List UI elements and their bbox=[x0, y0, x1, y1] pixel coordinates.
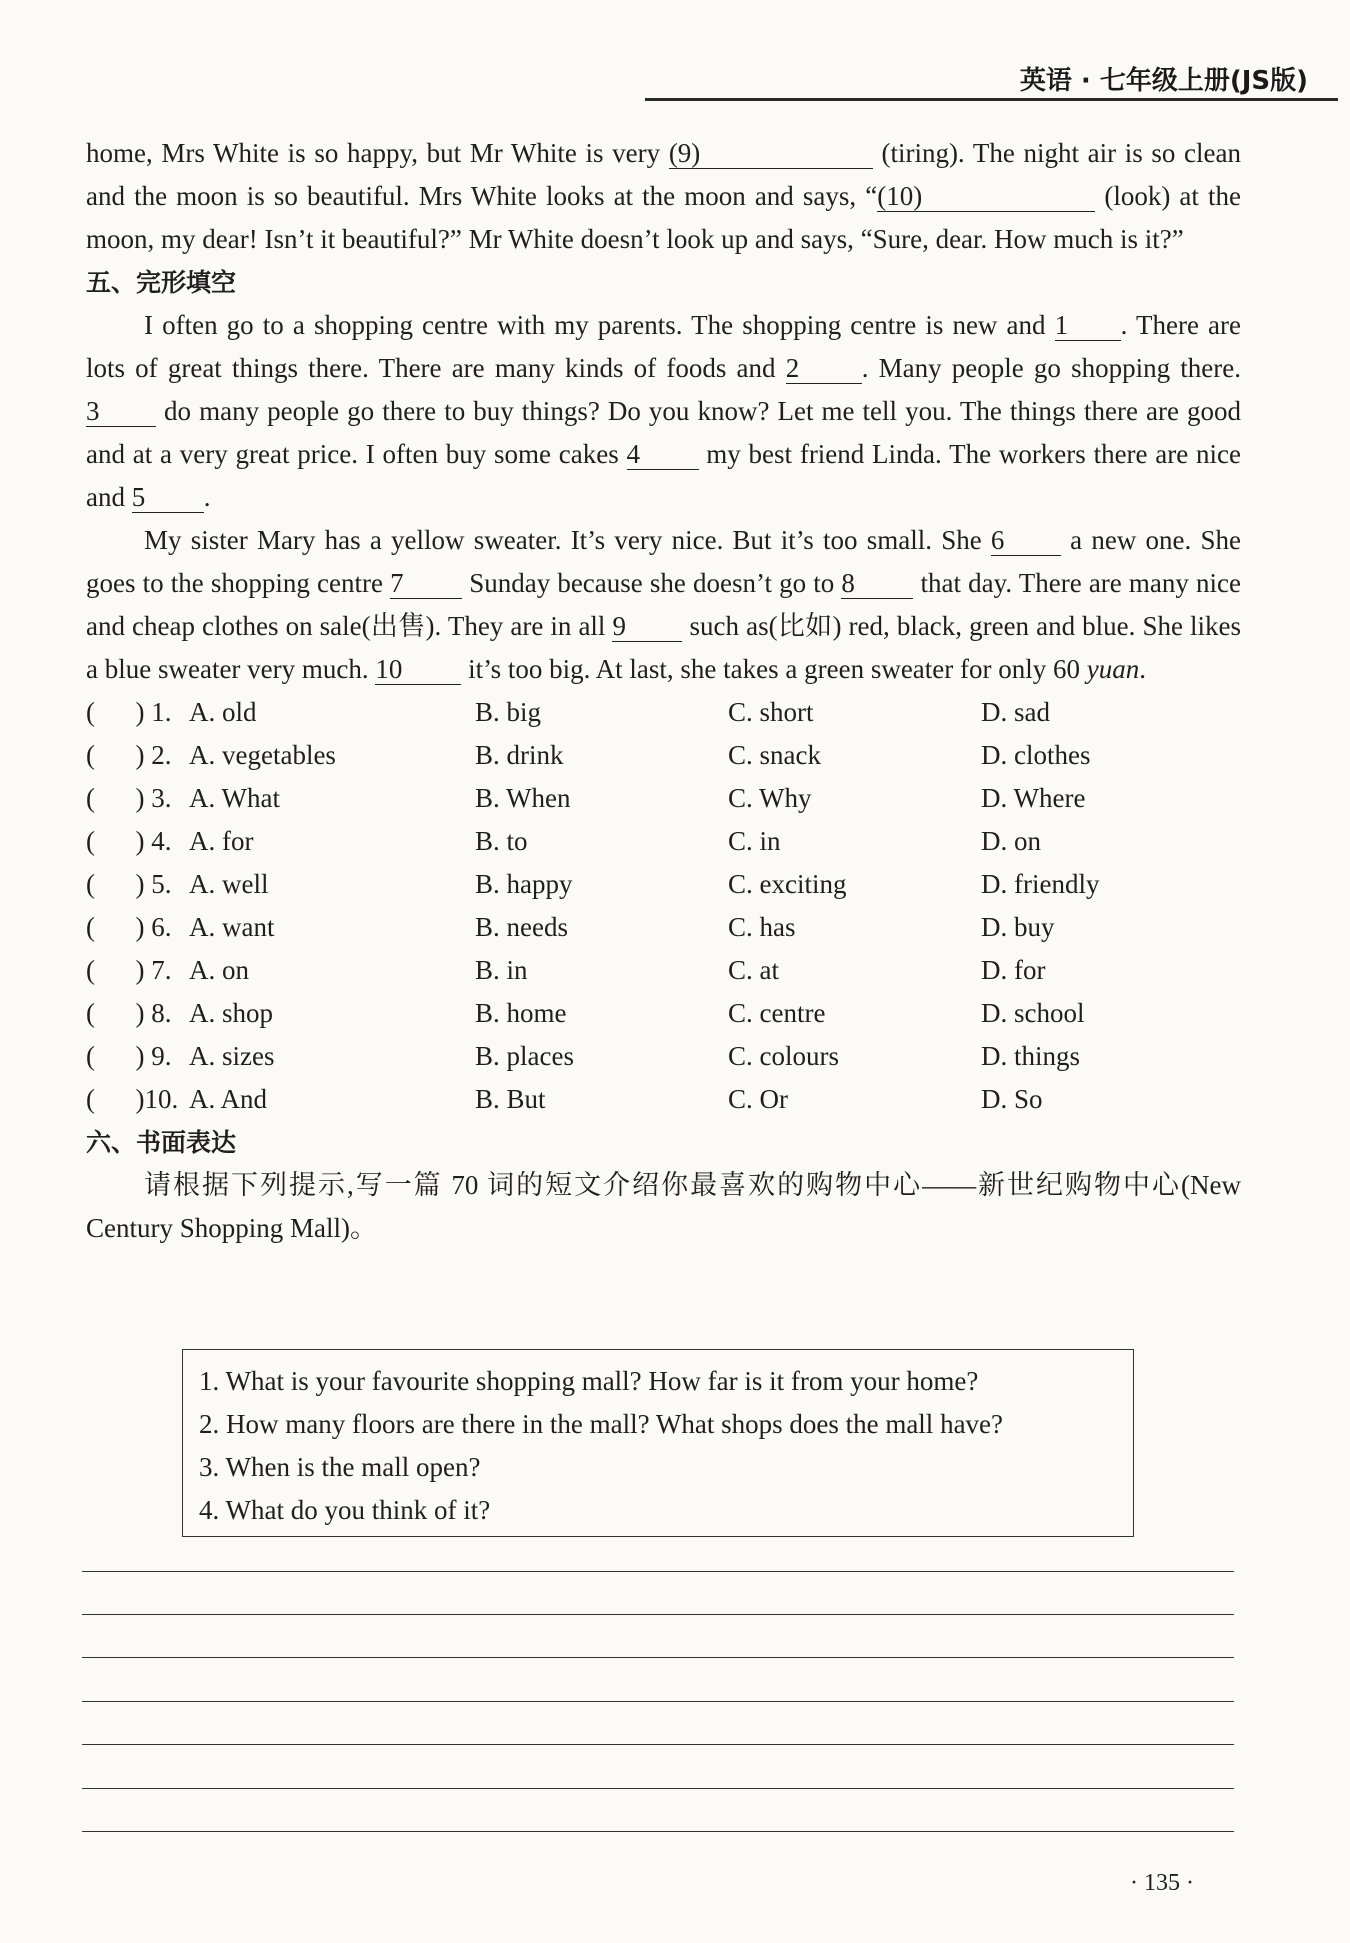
writing-line[interactable] bbox=[82, 1788, 1234, 1789]
option-d[interactable]: D. sad bbox=[981, 697, 1050, 727]
writing-line[interactable] bbox=[82, 1571, 1234, 1572]
writing-line[interactable] bbox=[82, 1831, 1234, 1832]
option-a[interactable]: A. shop bbox=[189, 998, 274, 1028]
option-a[interactable]: A. What bbox=[189, 783, 280, 813]
text-segment: . There are lots of great things there. There are many kinds of foods and bbox=[86, 310, 1241, 383]
option-d[interactable]: D. for bbox=[981, 955, 1046, 985]
option-row bbox=[86, 734, 1241, 777]
option-b[interactable]: B. places bbox=[475, 1041, 574, 1071]
option-c[interactable]: C. has bbox=[728, 912, 796, 942]
writing-prompts-box bbox=[182, 1349, 1134, 1537]
answer-bracket[interactable]: ( ) 5. bbox=[86, 869, 172, 899]
option-a[interactable]: A. vegetables bbox=[189, 740, 336, 770]
text-segment: home, Mrs White is so happy, but Mr White is very bbox=[86, 138, 669, 168]
cloze-blank-9[interactable] bbox=[612, 611, 682, 642]
option-c[interactable]: C. short bbox=[728, 697, 814, 727]
option-d[interactable]: D. school bbox=[981, 998, 1085, 1028]
text-segment: that day. There are many nice and cheap clothes on sale(出售). They are in all bbox=[86, 568, 1241, 641]
text-segment: my best friend Linda. The workers there are nice and bbox=[86, 439, 1241, 512]
text-segment: . Many people go shopping there. bbox=[861, 353, 1241, 383]
cloze-paragraph-2 bbox=[86, 519, 1241, 691]
option-b[interactable]: B. drink bbox=[475, 740, 564, 770]
cloze-blank-4[interactable] bbox=[627, 439, 699, 470]
option-b[interactable]: B. big bbox=[475, 697, 542, 727]
answer-bracket[interactable]: ( ) 2. bbox=[86, 740, 172, 770]
text-segment: (look) at the moon, my dear! Isn’t it beautiful?” Mr White doesn’t look up and says, “Sure, dear. How much is it?” bbox=[86, 181, 1241, 254]
option-a[interactable]: A. for bbox=[189, 826, 254, 856]
writing-instruction: 请根据下列提示,写一篇 70 词的短文介绍你最喜欢的购物中心——新世纪购物中心(New Century Shopping Mall)。 bbox=[86, 1170, 1241, 1243]
option-row bbox=[86, 820, 1241, 863]
answer-bracket[interactable]: ( )10. bbox=[86, 1084, 179, 1114]
option-b[interactable]: B. When bbox=[475, 783, 571, 813]
option-a[interactable]: A. old bbox=[189, 697, 257, 727]
writing-line[interactable] bbox=[82, 1657, 1234, 1658]
book-title: 英语 · 七年级上册(JS版) bbox=[1019, 66, 1308, 96]
page-number: · 135 · bbox=[1130, 1870, 1194, 1896]
option-c[interactable]: C. Or bbox=[728, 1084, 788, 1114]
option-row bbox=[86, 777, 1241, 820]
answer-bracket[interactable]: ( ) 4. bbox=[86, 826, 172, 856]
option-c[interactable]: C. snack bbox=[728, 740, 821, 770]
option-c[interactable]: C. centre bbox=[728, 998, 826, 1028]
prompt-line: 1. What is your favourite shopping mall? How far is it from your home? bbox=[199, 1366, 979, 1396]
option-d[interactable]: D. Where bbox=[981, 783, 1086, 813]
cloze-paragraph-1 bbox=[86, 304, 1241, 519]
option-c[interactable]: C. in bbox=[728, 826, 781, 856]
option-b[interactable]: B. to bbox=[475, 826, 528, 856]
prompt-line: 4. What do you think of it? bbox=[199, 1495, 491, 1525]
cloze-blank-10[interactable] bbox=[375, 654, 461, 685]
option-b[interactable]: B. needs bbox=[475, 912, 568, 942]
blank-number: (9) bbox=[668, 138, 701, 168]
text-segment: do many people go there to buy things? Do you know? Let me tell you. The things there are good and at a very great price. I often buy some cakes bbox=[86, 396, 1241, 469]
option-a[interactable]: A. And bbox=[189, 1084, 268, 1114]
prompt-line: 3. When is the mall open? bbox=[199, 1452, 481, 1482]
option-a[interactable]: A. on bbox=[189, 955, 249, 985]
cloze-blank-6[interactable] bbox=[991, 525, 1061, 556]
option-row bbox=[86, 863, 1241, 906]
option-c[interactable]: C. colours bbox=[728, 1041, 839, 1071]
option-b[interactable]: B. in bbox=[475, 955, 528, 985]
cloze-blank-3[interactable] bbox=[86, 396, 156, 427]
option-b[interactable]: B. home bbox=[475, 998, 567, 1028]
option-row bbox=[86, 1035, 1241, 1078]
blank-number: 4 bbox=[626, 439, 641, 469]
page-content bbox=[86, 132, 1241, 1250]
cloze-blank-5[interactable] bbox=[132, 482, 204, 513]
text-segment: Sunday because she doesn’t go to bbox=[462, 568, 842, 598]
option-a[interactable]: A. well bbox=[189, 869, 269, 899]
section-5-title: 五、完形填空 bbox=[86, 268, 237, 297]
writing-line[interactable] bbox=[82, 1701, 1234, 1702]
blank-number: 9 bbox=[612, 611, 626, 641]
cloze-blank-8[interactable] bbox=[841, 568, 913, 599]
option-a[interactable]: A. sizes bbox=[189, 1041, 275, 1071]
option-d[interactable]: D. buy bbox=[981, 912, 1055, 942]
italic-word: yuan bbox=[1086, 654, 1140, 684]
text-segment: (tiring). The night air is so clean and the moon is so beautiful. Mrs White looks at the moon and says, “ bbox=[86, 138, 1242, 211]
option-row bbox=[86, 1078, 1241, 1121]
answer-bracket[interactable]: ( ) 8. bbox=[86, 998, 172, 1028]
blank-number: 6 bbox=[990, 525, 1005, 555]
cloze-blank-1[interactable] bbox=[1055, 310, 1121, 341]
option-c[interactable]: C. Why bbox=[728, 783, 812, 813]
option-a[interactable]: A. want bbox=[189, 912, 275, 942]
text-segment: I often go to a shopping centre with my parents. The shopping centre is new and bbox=[144, 310, 1055, 340]
option-row bbox=[86, 691, 1241, 734]
blank-number: 8 bbox=[841, 568, 855, 598]
passage-ending bbox=[86, 132, 1241, 261]
blank-number: 1 bbox=[1054, 310, 1069, 340]
option-d[interactable]: D. on bbox=[981, 826, 1041, 856]
option-row bbox=[86, 992, 1241, 1035]
option-c[interactable]: C. exciting bbox=[728, 869, 847, 899]
blank-number: 5 bbox=[131, 482, 146, 512]
blank-number: 2 bbox=[785, 353, 800, 383]
option-row bbox=[86, 949, 1241, 992]
answer-bracket[interactable]: ( ) 3. bbox=[86, 783, 172, 813]
option-d[interactable]: D. So bbox=[981, 1084, 1043, 1114]
fill-blank-9[interactable] bbox=[669, 138, 873, 169]
text-segment: a new one. She goes to the shopping centre bbox=[86, 525, 1242, 598]
text-segment: My sister Mary has a yellow sweater. It’s very nice. But it’s too small. She bbox=[144, 525, 991, 555]
option-d[interactable]: D. clothes bbox=[981, 740, 1091, 770]
text-segment: such as(比如) red, black, green and blue. She likes a blue sweater very much. bbox=[86, 611, 1241, 684]
fill-blank-10[interactable] bbox=[877, 181, 1095, 212]
answer-bracket[interactable]: ( ) 7. bbox=[86, 955, 172, 985]
answer-bracket[interactable]: ( ) 1. bbox=[86, 697, 172, 727]
answer-bracket[interactable]: ( ) 9. bbox=[86, 1041, 172, 1071]
option-row bbox=[86, 906, 1241, 949]
section-6-title: 六、书面表达 bbox=[86, 1128, 237, 1157]
text-segment: it’s too big. At last, she takes a green sweater for only 60 bbox=[461, 654, 1087, 684]
cloze-blank-2[interactable] bbox=[786, 353, 862, 384]
blank-number: 3 bbox=[86, 396, 100, 426]
text-segment: . bbox=[203, 482, 211, 512]
blank-number: 7 bbox=[390, 568, 404, 598]
cloze-blank-7[interactable] bbox=[390, 568, 462, 599]
writing-line[interactable] bbox=[82, 1744, 1234, 1745]
text-segment: . bbox=[1139, 654, 1146, 684]
cloze-options-list bbox=[86, 691, 1241, 1121]
option-d[interactable]: D. things bbox=[981, 1041, 1081, 1071]
blank-number: 10 bbox=[375, 654, 403, 684]
page-header bbox=[0, 54, 1350, 104]
prompt-line: 2. How many floors are there in the mall? What shops does the mall have? bbox=[199, 1409, 1004, 1439]
writing-line[interactable] bbox=[82, 1614, 1234, 1615]
option-c[interactable]: C. at bbox=[728, 955, 779, 985]
option-d[interactable]: D. friendly bbox=[981, 869, 1100, 899]
header-rule bbox=[645, 98, 1338, 101]
answer-bracket[interactable]: ( ) 6. bbox=[86, 912, 172, 942]
blank-number: (10) bbox=[877, 181, 923, 211]
option-b[interactable]: B. But bbox=[475, 1084, 546, 1114]
option-b[interactable]: B. happy bbox=[475, 869, 573, 899]
